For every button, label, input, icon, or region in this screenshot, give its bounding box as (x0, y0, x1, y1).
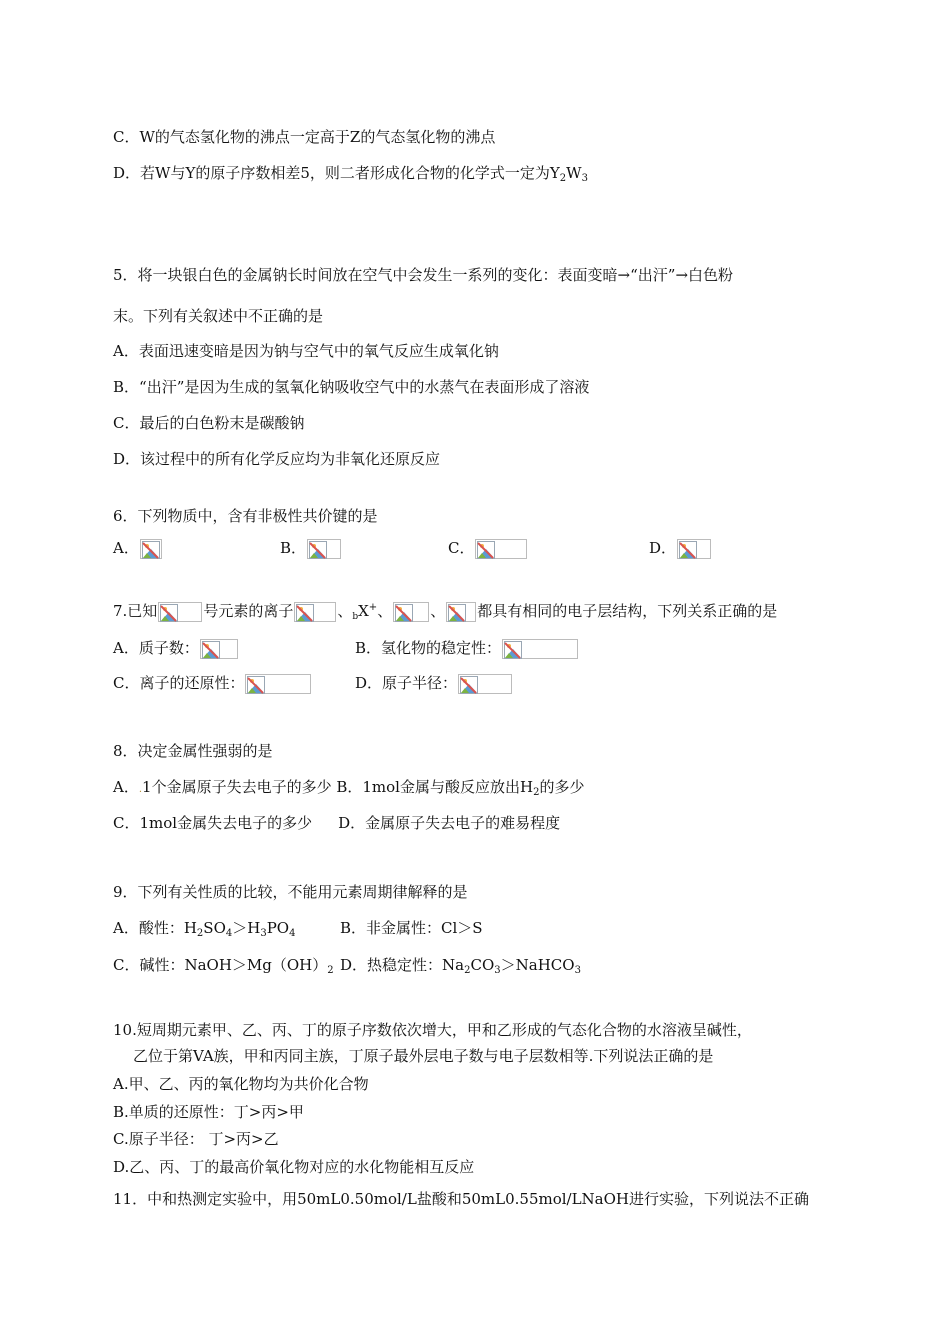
q7-option-d: D．原子半径： (355, 673, 513, 694)
q7-option-b: B．氢化物的稳定性： (355, 638, 579, 659)
q5-option-a: A．表面迅速变暗是因为钠与空气中的氧气反应生成氧化钠 (113, 342, 499, 360)
q9-option-b: B．非金属性：Cl＞S (340, 919, 483, 937)
q7-option-a: A．质子数： (113, 638, 239, 659)
q6-option-a: A． (113, 538, 163, 559)
q7-option-c: C．离子的还原性： (113, 673, 312, 694)
broken-image-icon (393, 602, 429, 622)
broken-image-icon (446, 602, 476, 622)
broken-image-icon (158, 602, 202, 622)
q4-option-c: C．W的气态氢化物的沸点一定高于Z的气态氢化物的沸点 (113, 128, 496, 146)
q5-stem-line1: 5．将一块银白色的金属钠长时间放在空气中会发生一系列的变化：表面变暗→“出汗”→白色粉 (113, 266, 734, 284)
q5-option-c: C．最后的白色粉末是碳酸钠 (113, 414, 305, 432)
q9-option-c: C．碱性：$NaOH>Mg(OH)_2$ (113, 956, 334, 976)
q10-option-c: C.原子半径： 丁>丙>乙 (113, 1130, 279, 1148)
q6-stem: 6．下列物质中，含有非极性共价键的是 (113, 507, 378, 525)
broken-image-icon (140, 539, 162, 559)
broken-image-icon (677, 539, 711, 559)
q5-option-d: D．该过程中的所有化学反应均为非氧化还原反应 (113, 450, 441, 468)
q9-option-a: A．酸性：$H_2SO_4>H_3PO_4$ (113, 919, 296, 939)
q10-stem-line1: 10.短周期元素甲、乙、丙、丁的原子序数依次增大，甲和乙形成的气态化合物的水溶液呈碱性， (113, 1021, 752, 1039)
q8-stem: 8．决定金属性强弱的是 (113, 742, 273, 760)
broken-image-icon (502, 639, 578, 659)
q11-stem: 11．中和热测定实验中，用50mL0.50mol/L盐酸和50mL0.55mol/LNaOH进行实验，下列说法不正确 (113, 1190, 810, 1208)
broken-image-icon (200, 639, 238, 659)
broken-image-icon (245, 674, 311, 694)
q8-options-cd: C．1mol金属失去电子的多少 D．金属原子失去电子的难易程度 (113, 814, 561, 832)
q10-option-b: B.单质的还原性：丁>丙>甲 (113, 1103, 304, 1121)
q9-option-d: D．热稳定性：$Na_2CO_3>NaHCO_3$ (340, 956, 581, 976)
q9-stem: 9．下列有关性质的比较，不能用元素周期律解释的是 (113, 883, 468, 901)
q6-option-b: B． (280, 538, 342, 559)
broken-image-icon (475, 539, 527, 559)
q5-option-b: B．“出汗”是因为生成的氢氧化钠吸收空气中的水蒸气在表面形成了溶液 (113, 378, 590, 396)
broken-image-icon (458, 674, 512, 694)
q6-option-d: D． (649, 538, 712, 559)
q6-option-c: C． (448, 538, 528, 559)
q10-option-d: D.乙、丙、丁的最高价氧化物对应的水化物能相互反应 (113, 1158, 475, 1176)
q10-option-a: A.甲、乙、丙的氧化物均为共价化合物 (113, 1075, 369, 1093)
q8-options-ab: A．.1个金属原子失去电子的多少 B．1mol金属与酸反应放出$H_2$的多少 (113, 778, 585, 798)
q4-option-d: D．若W与Y的原子序数相差5，则二者形成化合物的化学式一定为$Y_2W_3$ (113, 164, 588, 184)
broken-image-icon (307, 539, 341, 559)
q7-stem: 7.已知 号元素的离子 、$_b$X+、 、 都具有相同的电子层结构，下列关系正确的是 (113, 602, 778, 622)
q5-stem-line2: 末。下列有关叙述中不正确的是 (113, 307, 324, 325)
q10-stem-line2: 乙位于第VA族，甲和丙同主族，丁原子最外层电子数与电子层数相等.下列说法正确的是 (133, 1047, 714, 1065)
broken-image-icon (294, 602, 336, 622)
